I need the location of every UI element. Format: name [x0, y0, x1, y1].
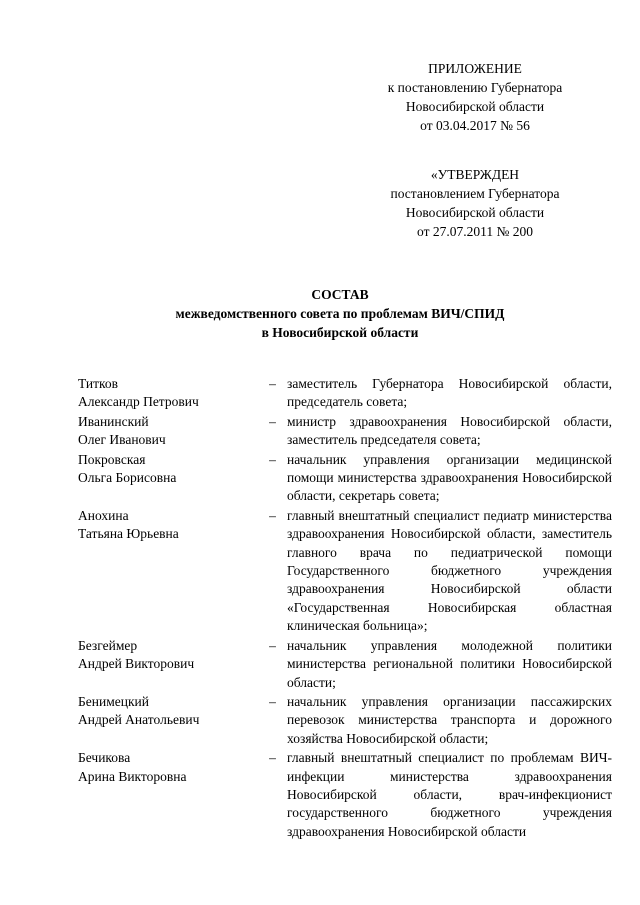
dash-separator: – [269, 507, 276, 523]
member-given-name: Татьяна Юрьевна [78, 526, 179, 542]
appendix-line: Новосибирской области [405, 99, 545, 114]
member-surname: Титков [78, 376, 119, 391]
approval-header [340, 165, 610, 241]
appendix-title: ПРИЛОЖЕНИЕ [428, 61, 522, 76]
member-name [78, 507, 258, 544]
title-line: межведомственного совета по проблемам ВИЧ/СПИД [175, 306, 505, 321]
dash-separator: – [269, 413, 276, 429]
approval-line: постановлением Губернатора [390, 186, 560, 201]
member-name [78, 693, 258, 730]
member-position: начальник управления молодежной политики министерства региональной политики Новосибирской области; [287, 637, 612, 690]
member-surname: Бечикова [78, 750, 131, 766]
dash-separator: – [269, 750, 276, 766]
dash-separator: – [269, 376, 276, 391]
approval-line: от 27.07.2011 № 200 [417, 224, 533, 239]
member-name [78, 413, 258, 450]
member-surname: Бенимецкий [78, 693, 149, 709]
member-position: заместитель Губернатора Новосибирской области, председатель совета; [287, 376, 612, 410]
dash-separator: – [269, 451, 276, 467]
member-surname: Анохина [78, 507, 129, 523]
member-given-name: Ольга Борисовна [78, 470, 177, 486]
title-line: в Новосибирской области [261, 325, 419, 340]
dash-separator: – [269, 637, 276, 653]
member-name [78, 749, 258, 786]
member-given-name: Андрей Викторович [78, 656, 195, 672]
member-row [78, 749, 612, 841]
appendix-line: от 03.04.2017 № 56 [420, 118, 530, 133]
member-position: главный внештатный специалист по проблемам ВИЧ-инфекции министерства здравоохранения Новосибирской области, врач-инфекционист государственного бюджетного учреждения здравоохранения Новосибирской области [287, 750, 612, 839]
member-row [78, 375, 612, 412]
member-row [78, 693, 612, 748]
title-line: СОСТАВ [311, 287, 369, 302]
member-row [78, 507, 612, 636]
member-position: главный внештатный специалист педиатр министерства здравоохранения Новосибирской области, заместитель главного врача по педиатрической помощи Государственного бюджетного учреждения здравоохранения Новосибирской области «Государственная Новосибирская областная клиническая больница»; [287, 507, 612, 634]
appendix-header [340, 59, 610, 135]
member-position: начальник управления организации медицинской помощи министерства здравоохранения Новосибирской области, секретарь совета; [287, 451, 612, 504]
member-surname: Иванинский [78, 413, 149, 429]
member-given-name: Арина Викторовна [78, 768, 187, 784]
member-position: начальник управления организации пассажирских перевозок министерства транспорта и дорожного хозяйства Новосибирской области; [287, 693, 612, 746]
member-position: министр здравоохранения Новосибирской области, заместитель председателя совета; [287, 413, 612, 448]
members-list [78, 375, 612, 842]
member-surname: Покровская [78, 451, 146, 467]
document-title [60, 285, 620, 342]
member-row [78, 451, 612, 506]
member-name [78, 637, 258, 674]
dash-separator: – [269, 693, 276, 709]
member-row [78, 637, 612, 692]
member-surname: Безгеймер [78, 637, 138, 653]
appendix-line: к постановлению Губернатора [387, 80, 563, 95]
member-name [78, 375, 258, 412]
approval-title: «УТВЕРЖДЕН [430, 167, 520, 182]
member-name [78, 451, 258, 488]
member-given-name: Александр Петрович [78, 394, 199, 410]
member-given-name: Андрей Анатольевич [78, 712, 200, 728]
member-row [78, 413, 612, 450]
member-given-name: Олег Иванович [78, 432, 166, 448]
approval-line: Новосибирской области [405, 205, 545, 220]
